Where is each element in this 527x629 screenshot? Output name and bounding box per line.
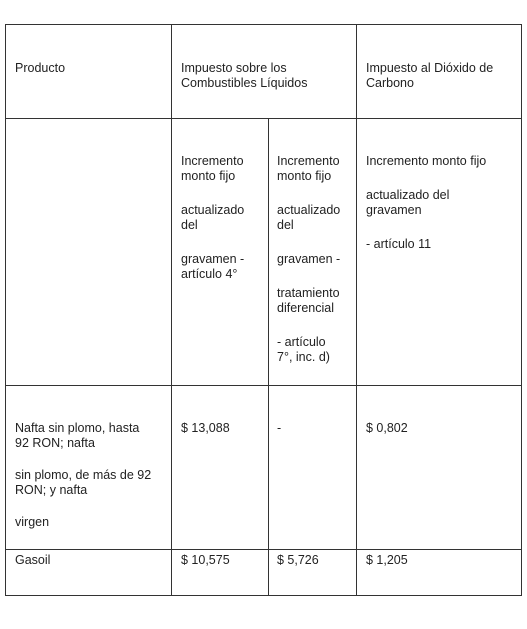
product-a2: 92 RON; nafta bbox=[15, 436, 95, 450]
subheader-empty-cell bbox=[6, 119, 172, 386]
product-cell bbox=[6, 386, 172, 550]
sub1-c1: gravamen - bbox=[181, 252, 245, 266]
table-row bbox=[6, 386, 522, 550]
subheader-col3-cell bbox=[357, 119, 522, 386]
header-co2-line1: Impuesto al Dióxido de bbox=[366, 61, 494, 75]
sub2-d1: tratamiento bbox=[277, 286, 340, 300]
header-co2-line2: Carbono bbox=[366, 76, 414, 90]
sub2-b2: del bbox=[277, 218, 294, 232]
value-combustibles-diferencial: - bbox=[277, 421, 282, 435]
product-b1: sin plomo, de más de 92 bbox=[15, 468, 152, 482]
product-cell bbox=[6, 550, 172, 596]
sub1-a1: Incremento bbox=[181, 154, 244, 168]
sub2-a1: Incremento bbox=[277, 154, 340, 168]
header-combustibles-cell bbox=[172, 25, 357, 119]
value-cell bbox=[172, 550, 269, 596]
value-cell bbox=[269, 550, 357, 596]
header-producto-cell bbox=[6, 25, 172, 119]
sub3-b1: actualizado del bbox=[366, 188, 450, 202]
value-cell bbox=[172, 386, 269, 550]
subheader-row bbox=[6, 119, 522, 386]
sub2-a2: monto fijo bbox=[277, 169, 332, 183]
value-combustibles-general: $ 10,575 bbox=[181, 553, 230, 567]
product-a1: Gasoil bbox=[15, 553, 51, 567]
header-combustibles-line1: Impuesto sobre los bbox=[181, 61, 287, 75]
sub3-a1: Incremento monto fijo bbox=[366, 154, 487, 168]
value-cell bbox=[357, 550, 522, 596]
sub1-c2: artículo 4° bbox=[181, 267, 238, 281]
subheader-col1-cell bbox=[172, 119, 269, 386]
header-co2-cell bbox=[357, 25, 522, 119]
sub1-a2: monto fijo bbox=[181, 169, 236, 183]
header-row bbox=[6, 25, 522, 119]
sub1-b2: del bbox=[181, 218, 198, 232]
sub2-e2: 7°, inc. d) bbox=[277, 350, 330, 364]
sub2-b1: actualizado bbox=[277, 203, 341, 217]
sub2-e1: - artículo bbox=[277, 335, 326, 349]
header-producto: Producto bbox=[15, 61, 66, 75]
sub2-c1: gravamen - bbox=[277, 252, 341, 266]
product-b2: RON; y nafta bbox=[15, 483, 88, 497]
value-cell bbox=[357, 386, 522, 550]
product-a1: Nafta sin plomo, hasta bbox=[15, 421, 140, 435]
value-combustibles-general: $ 13,088 bbox=[181, 421, 230, 435]
header-combustibles-line2: Combustibles Líquidos bbox=[181, 76, 308, 90]
value-cell bbox=[269, 386, 357, 550]
subheader-col2-cell bbox=[269, 119, 357, 386]
table-row bbox=[6, 550, 522, 596]
sub3-c1: - artículo 11 bbox=[366, 237, 432, 251]
sub2-d2: diferencial bbox=[277, 301, 334, 315]
value-combustibles-diferencial: $ 5,726 bbox=[277, 553, 319, 567]
value-co2: $ 0,802 bbox=[366, 421, 408, 435]
tax-table bbox=[5, 24, 522, 596]
value-co2: $ 1,205 bbox=[366, 553, 408, 567]
product-c1: virgen bbox=[15, 515, 50, 529]
sub1-b1: actualizado bbox=[181, 203, 245, 217]
sub3-b2: gravamen bbox=[366, 203, 422, 217]
